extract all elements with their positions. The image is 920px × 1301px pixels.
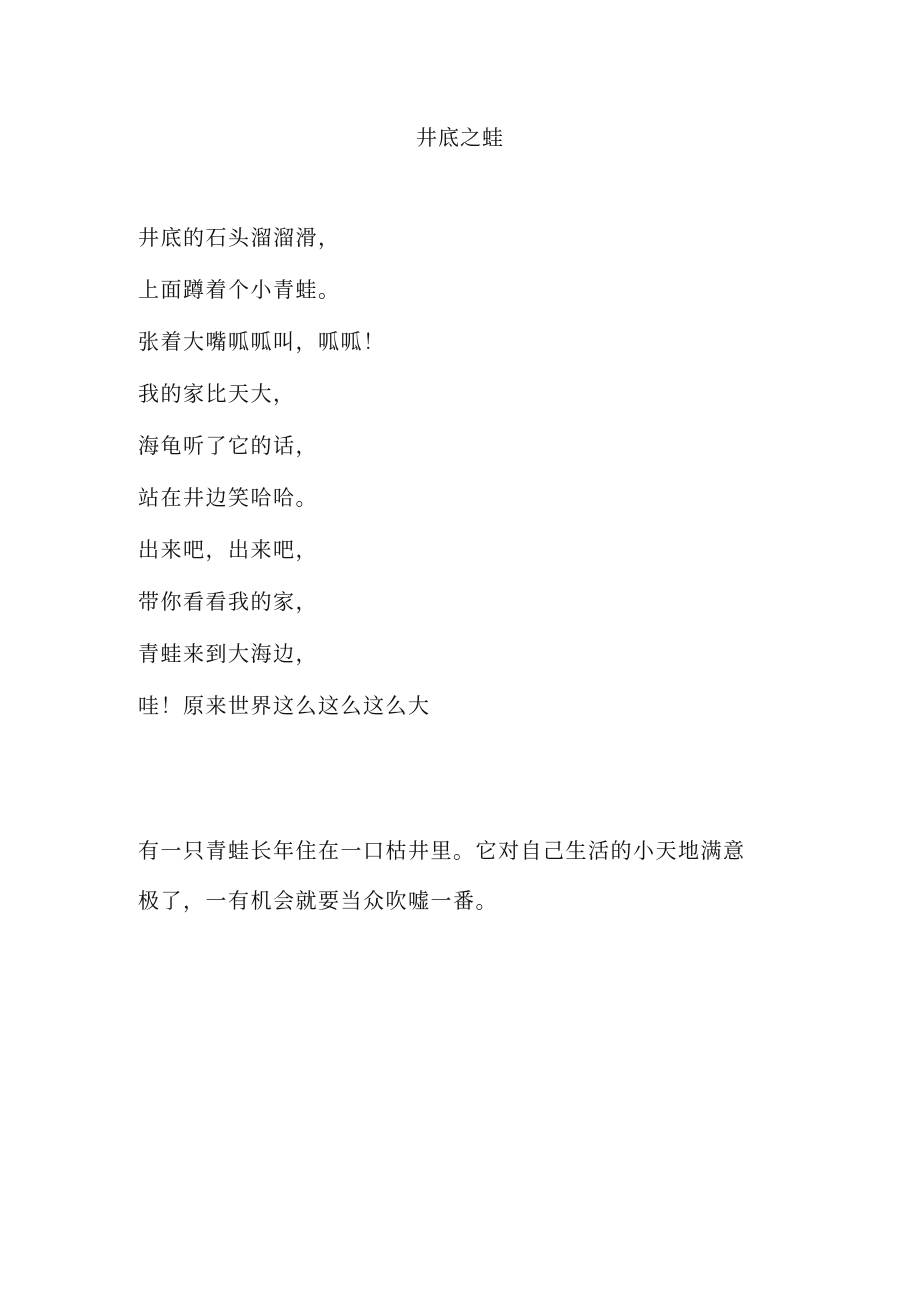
poem-line: 出来吧，出来吧， [138,538,318,562]
poem-line: 我的家比天大， [138,382,296,406]
poem-line: 海龟听了它的话， [138,434,318,458]
poem-block [138,222,778,742]
prose-paragraph [138,826,778,926]
poem-line: 带你看看我的家， [138,590,318,614]
document-title: 井底之蛙 [416,126,504,150]
prose-line: 有一只青蛙长年住在一口枯井里。它对自己生活的小天地满意 [138,839,746,863]
poem-line: 青蛙来到大海边， [138,642,318,666]
poem-line: 张着大嘴呱呱叫，呱呱！ [138,330,386,354]
poem-line: 井底的石头溜溜滑， [138,226,341,250]
poem-line: 上面蹲着个小青蛙。 [138,278,341,302]
poem-line: 哇！原来世界这么这么这么大 [138,694,431,718]
poem-line: 站在井边笑哈哈。 [138,486,318,510]
prose-line: 极了，一有机会就要当众吹嘘一番。 [138,889,498,913]
